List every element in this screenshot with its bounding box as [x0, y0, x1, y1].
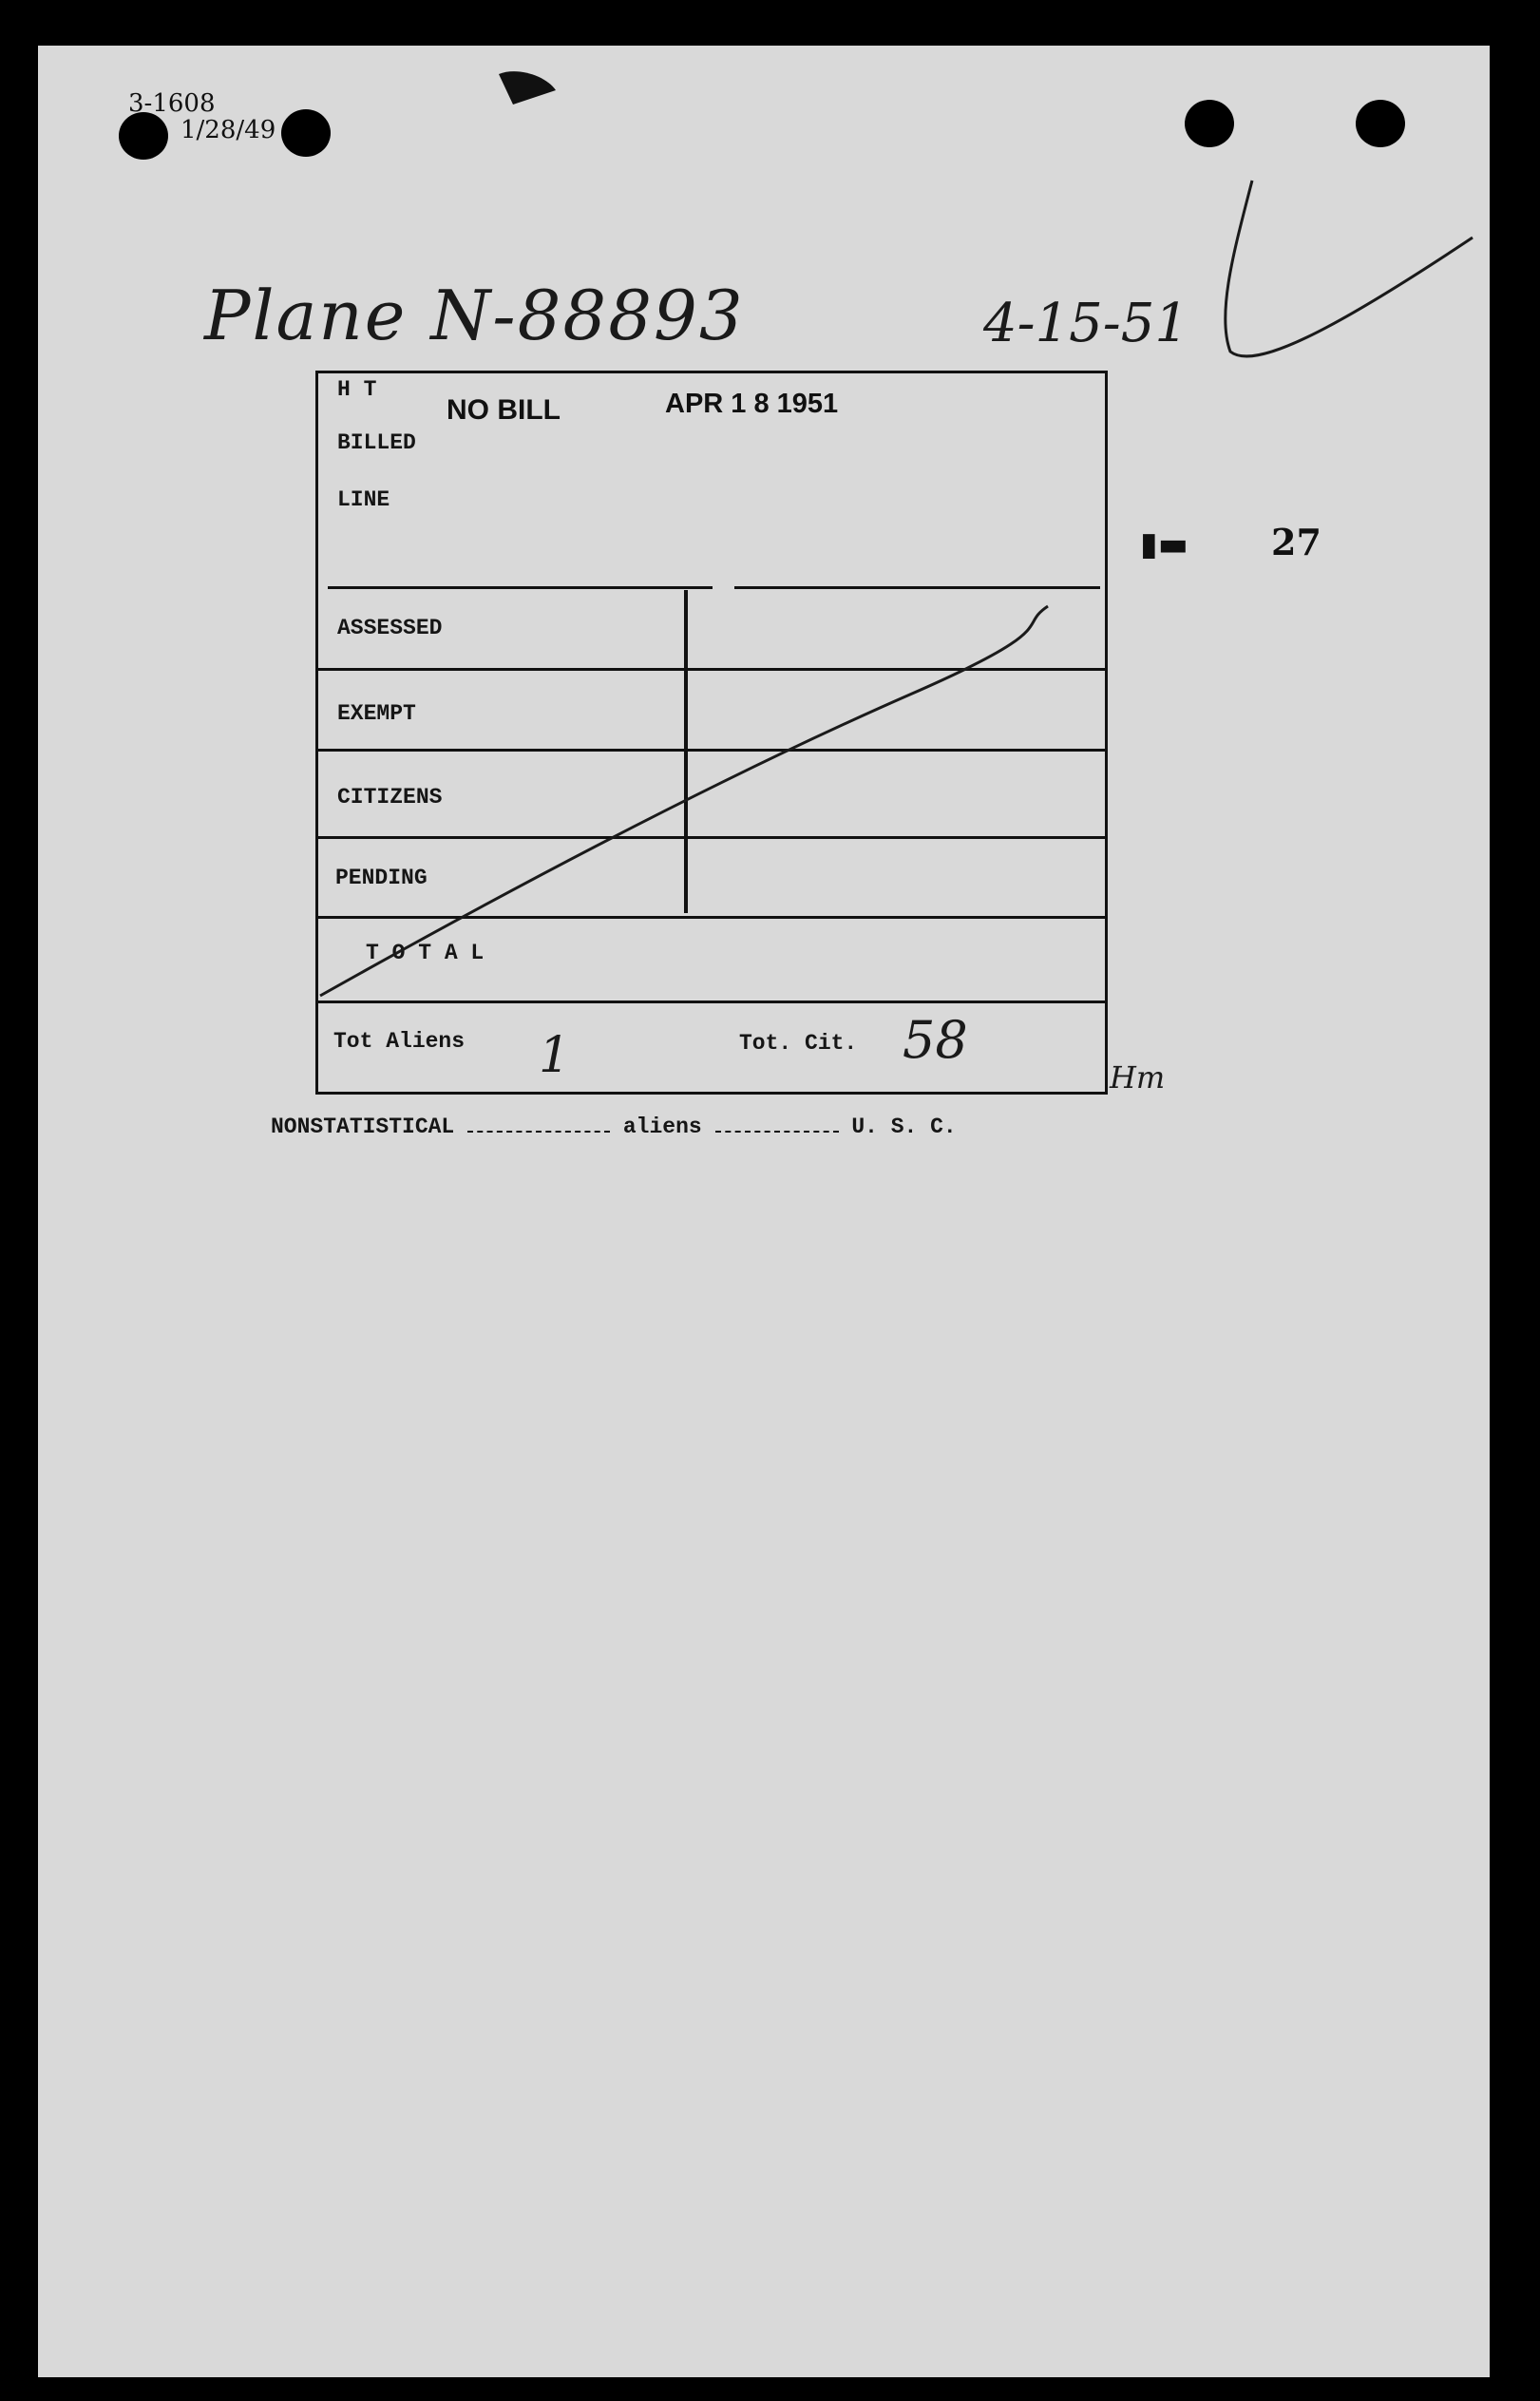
form-number: 3-1608 [128, 89, 216, 118]
tot-cit-label: Tot. Cit. [739, 1031, 858, 1056]
line-label: LINE [337, 487, 390, 512]
handwritten-date: 4-15-51 [983, 293, 1188, 354]
assessed-label: ASSESSED [337, 616, 443, 640]
exempt-label: EXEMPT [337, 701, 416, 726]
ht-label: H T [337, 377, 377, 402]
nonstatistical-label: NONSTATISTICAL [271, 1115, 455, 1139]
initials: Hm [1110, 1059, 1166, 1096]
check-mark [1226, 181, 1473, 356]
form-date: 1/28/49 [181, 116, 276, 144]
side-number: 27 [1271, 521, 1321, 563]
tot-cit-value: 58 [903, 1010, 968, 1070]
received-date-stamp: APR 1 8 1951 [665, 389, 839, 419]
plane-label: Plane N-88893 [204, 276, 745, 355]
ink-mark [499, 71, 556, 105]
aliens-label: aliens [622, 1115, 702, 1139]
tot-aliens-value: 1 [539, 1027, 571, 1084]
tot-aliens-label: Tot Aliens [333, 1029, 466, 1054]
pending-label: PENDING [335, 866, 428, 890]
billed-label: BILLED [337, 430, 416, 455]
total-label: T O T A L [366, 941, 485, 965]
no-bill-stamp: NO BILL [447, 394, 561, 426]
citizens-label: CITIZENS [337, 785, 443, 810]
side-mark: ▮▬ [1140, 525, 1188, 563]
usc-label: U. S. C. [851, 1115, 957, 1139]
diagonal-strike-line [320, 606, 1048, 996]
